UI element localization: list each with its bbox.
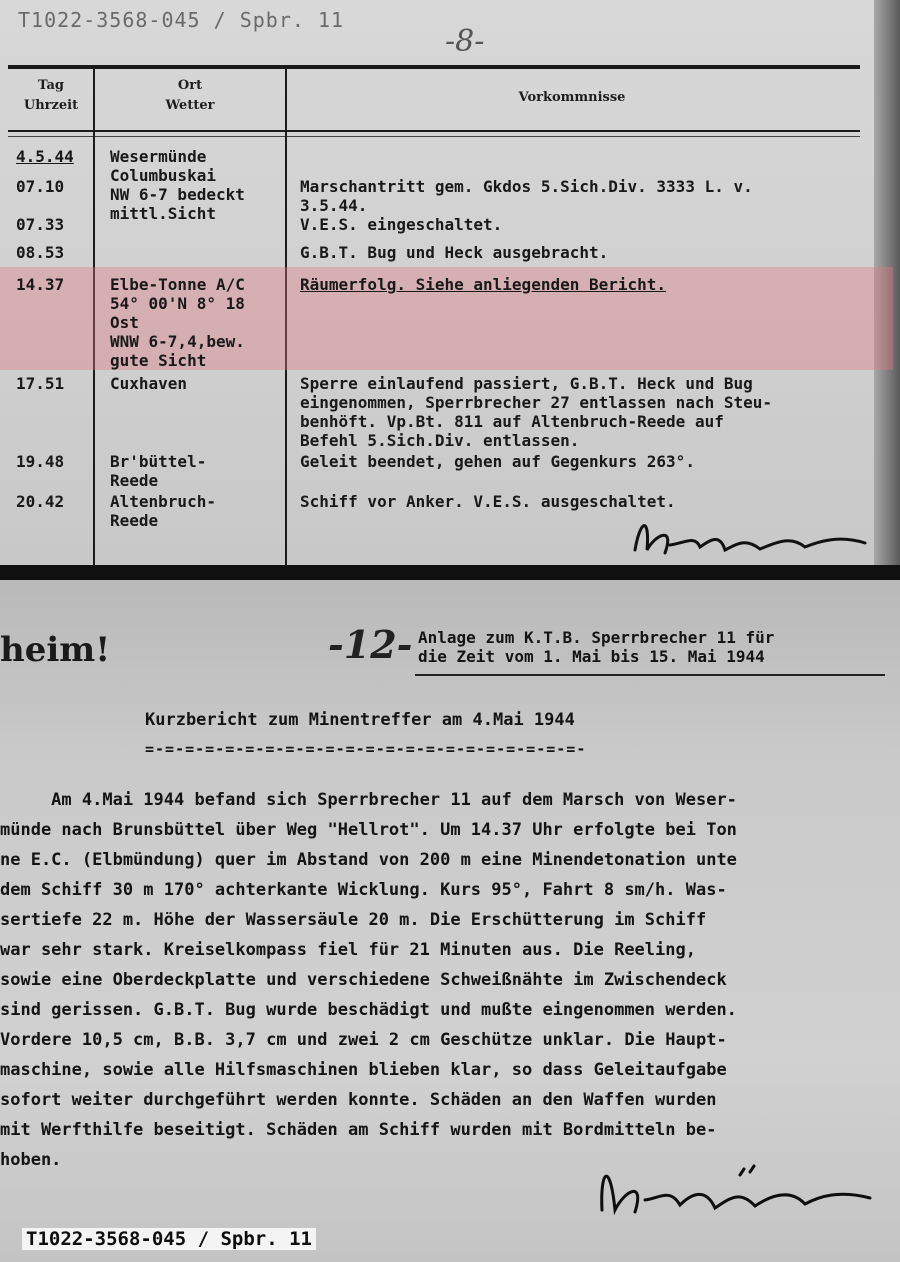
entry-time: 20.42	[16, 492, 65, 511]
entry-event: 3.5.44.	[300, 196, 368, 215]
report-line: Am 4.Mai 1944 befand sich Sperrbrecher 11 auf dem Marsch von Weser-	[0, 790, 737, 810]
header-double-rule	[8, 136, 860, 137]
report-line: sind gerissen. G.B.T. Bug wurde beschädigt und mußte eingenommen werden.	[0, 1000, 737, 1020]
entry-time: 17.51	[16, 374, 65, 393]
entry-event: benhöft. Vp.Bt. 811 auf Altenbruch-Reede auf	[300, 412, 724, 431]
annex-note: Anlage zum K.T.B. Sperrbrecher 11 für die Zeit vom 1. Mai bis 15. Mai 1944	[418, 628, 775, 666]
entry-event: Schiff vor Anker. V.E.S. ausgeschaltet.	[300, 492, 676, 511]
entry-place: Reede	[110, 471, 159, 490]
entry-event: Marschantritt gem. Gkdos 5.Sich.Div. 3333 L. v.	[300, 177, 753, 196]
classification-stamp: heim!	[0, 630, 111, 670]
report-line: münde nach Brunsbüttel über Weg "Hellrot". Um 14.37 Uhr erfolgte bei Ton	[0, 820, 737, 840]
entry-event: Räumerfolg. Siehe anliegenden Bericht.	[300, 275, 667, 294]
signature-image	[590, 1150, 880, 1230]
report-line: mit Werfthilfe beseitigt. Schäden am Schiff wurden mit Bordmitteln be-	[0, 1120, 717, 1140]
entry-event: G.B.T. Bug und Heck ausgebracht.	[300, 243, 609, 262]
entry-time: 08.53	[16, 243, 65, 262]
signature-image	[625, 505, 875, 565]
ktb-log-page	[0, 0, 900, 565]
column-header-events: Vorkommnisse	[518, 90, 626, 105]
title-underline: =-=-=-=-=-=-=-=-=-=-=-=-=-=-=-=-=-=-=-=-=-=-	[145, 740, 587, 758]
entry-place: Altenbruch-	[110, 492, 216, 511]
entry-event: V.E.S. eingeschaltet.	[300, 215, 503, 234]
column-header-place: Ort Wetter	[165, 78, 215, 113]
page-number: -12-	[328, 622, 413, 667]
report-line: dem Schiff 30 m 170° achterkante Wicklung. Kurs 95°, Fahrt 8 sm/h. Was-	[0, 880, 727, 900]
entry-place: Elbe-Tonne A/C	[110, 275, 245, 294]
page-number: -8-	[445, 24, 485, 59]
entry-place: WNW 6-7,4,bew.	[110, 332, 245, 351]
entry-place: gute Sicht	[110, 351, 207, 370]
entry-time: 14.37	[16, 275, 65, 294]
report-line: hoben.	[0, 1150, 62, 1170]
report-line: ne E.C. (Elbmündung) quer im Abstand von 200 m eine Minendetonation unte	[0, 850, 737, 870]
report-line: war sehr stark. Kreiselkompass fiel für 21 Minuten aus. Die Reeling,	[0, 940, 696, 960]
entry-place: Columbuskai	[110, 166, 216, 185]
entry-time: 19.48	[16, 452, 65, 471]
entry-event: Sperre einlaufend passiert, G.B.T. Heck und Bug	[300, 374, 753, 393]
entry-place: Ost	[110, 313, 139, 332]
archive-reference: T1022-3568-045 / Spbr. 11	[18, 8, 345, 32]
table-top-rule	[8, 65, 860, 69]
entry-time: 07.10	[16, 177, 65, 196]
report-line: sertiefe 22 m. Höhe der Wassersäule 20 m. Die Erschütterung im Schiff	[0, 910, 707, 930]
entry-place: Br'büttel-	[110, 452, 207, 471]
report-line: maschine, sowie alle Hilfsmaschinen blieben klar, so dass Geleitaufgabe	[0, 1060, 727, 1080]
entry-event: eingenommen, Sperrbrecher 27 entlassen nach Steu-	[300, 393, 773, 412]
header-bottom-rule	[8, 130, 860, 132]
entry-place: mittl.Sicht	[110, 204, 216, 223]
entry-place: NW 6-7 bedeckt	[110, 185, 245, 204]
report-line: Vordere 10,5 cm, B.B. 3,7 cm und zwei 2 cm Geschütze unklar. Die Haupt-	[0, 1030, 727, 1050]
entry-time: 4.5.44	[16, 147, 74, 166]
entry-time: 07.33	[16, 215, 65, 234]
column-header-date: Tag Uhrzeit	[23, 78, 79, 113]
entry-event: Befehl 5.Sich.Div. entlassen.	[300, 431, 580, 450]
report-page	[0, 580, 900, 1262]
entry-place: Cuxhaven	[110, 374, 188, 393]
entry-place: Wesermünde	[110, 147, 207, 166]
annex-rule	[415, 674, 885, 676]
entry-event: Geleit beendet, gehen auf Gegenkurs 263°.	[300, 452, 695, 471]
entry-place: 54° 00'N 8° 18	[110, 294, 245, 313]
report-line: sowie eine Oberdeckplatte und verschiedene Schweißnähte im Zwischendeck	[0, 970, 727, 990]
report-line: sofort weiter durchgeführt werden konnte. Schäden an den Waffen wurden	[0, 1090, 717, 1110]
archive-reference-footer: T1022-3568-045 / Spbr. 11	[22, 1228, 316, 1250]
report-title: Kurzbericht zum Minentreffer am 4.Mai 1944	[145, 710, 575, 730]
entry-place: Reede	[110, 511, 159, 530]
